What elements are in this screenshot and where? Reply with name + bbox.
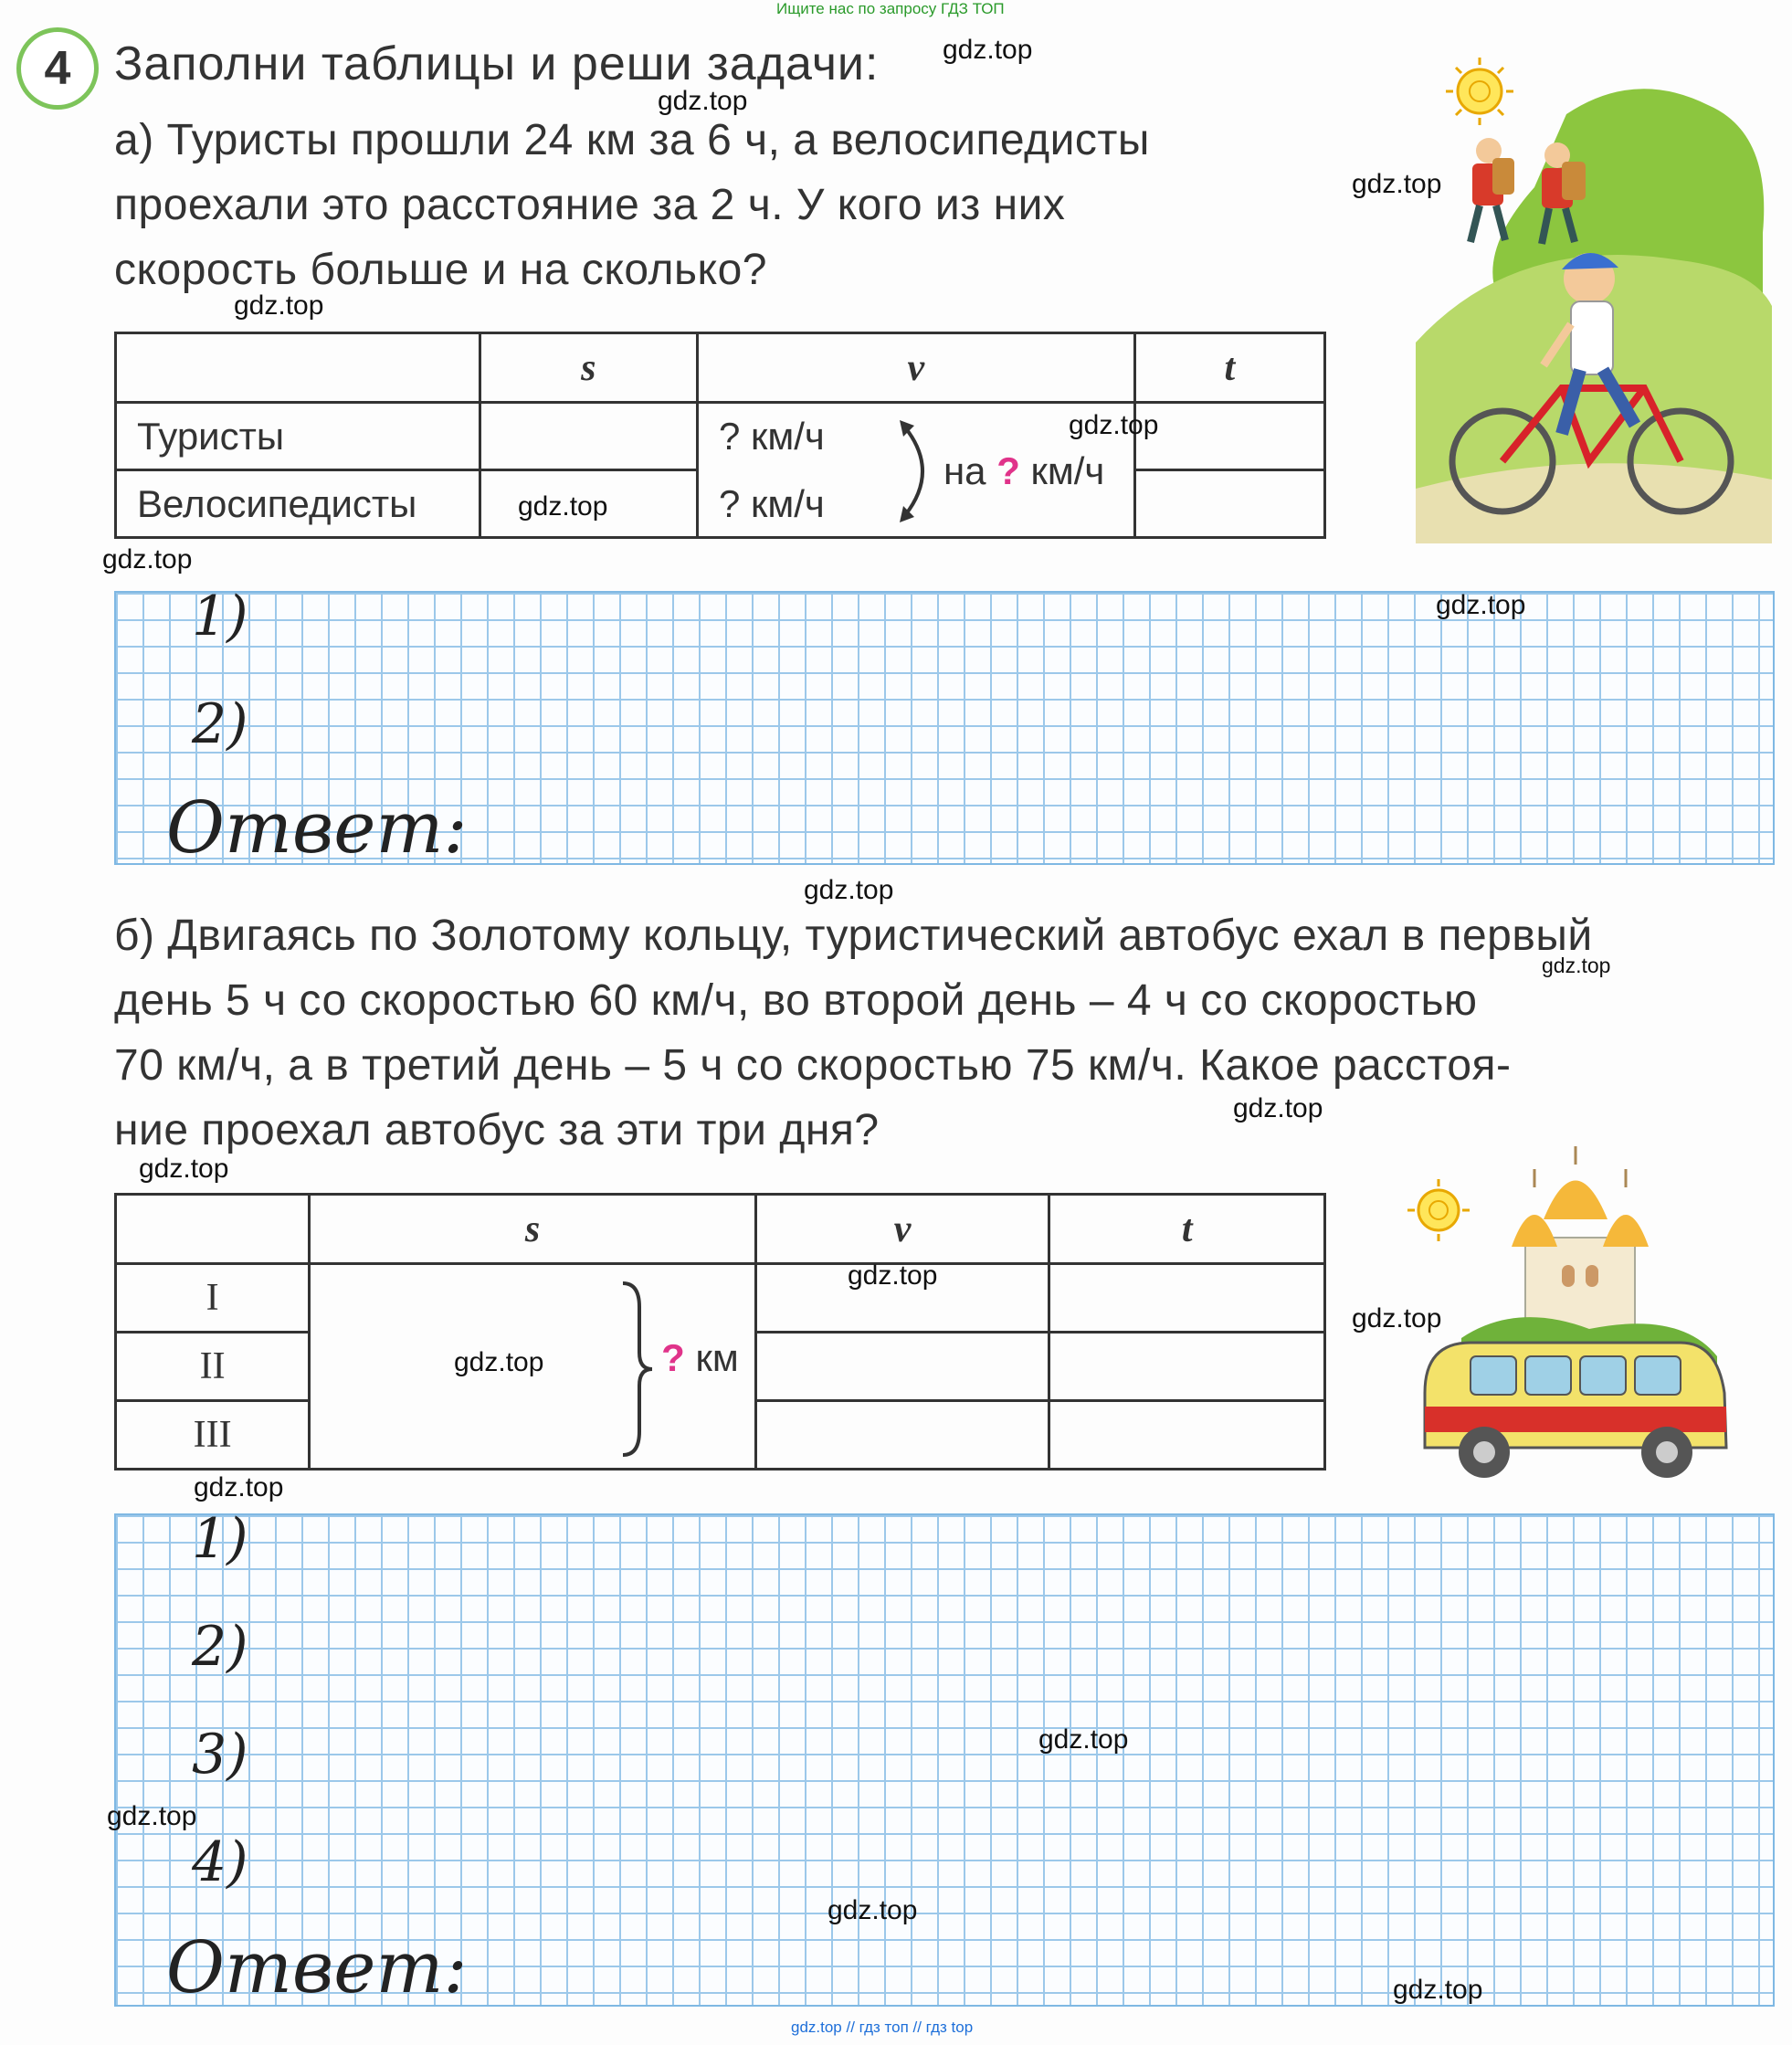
- v-cyclists: ? км/ч: [718, 482, 825, 525]
- part-a-line: скорость больше и на сколько?: [114, 246, 767, 294]
- watermark: gdz.top: [194, 1472, 284, 1502]
- cell-t[interactable]: [1049, 1264, 1325, 1333]
- step-label: 3): [192, 1723, 248, 1787]
- church-bus-illustration: [1407, 1146, 1745, 1484]
- top-note: Ищите нас по запросу ГДЗ ТОП: [776, 0, 1005, 17]
- brace-icon: [619, 1280, 656, 1459]
- watermark: gdz.top: [1038, 1724, 1129, 1755]
- sun-icon: [1407, 1179, 1470, 1241]
- table-b-header-t: t: [1049, 1195, 1325, 1264]
- compare-prefix: на: [943, 449, 986, 492]
- bus-icon: [1425, 1343, 1726, 1478]
- cell-v[interactable]: [755, 1401, 1049, 1470]
- cell-t[interactable]: [1134, 470, 1324, 538]
- table-a-header-v: v: [697, 333, 1134, 403]
- watermark: gdz.top: [943, 35, 1033, 65]
- row-label-tourists: Туристы: [116, 403, 480, 470]
- cell-t[interactable]: [1134, 403, 1324, 470]
- row-label-cyclists: Велосипедисты: [116, 470, 480, 538]
- sun-icon: [1446, 58, 1513, 125]
- row-label-day-3: III: [116, 1401, 310, 1470]
- bottom-note: gdz.top // гдз топ // гдз top: [791, 2019, 974, 2036]
- compare-arrow-icon: [898, 416, 943, 526]
- compare-label: [943, 449, 1104, 493]
- part-b-line: б) Двигаясь по Золотому кольцу, туристический автобус ехал в первый: [114, 912, 1593, 960]
- tourists-cyclist-illustration: [1407, 50, 1790, 562]
- cell-t[interactable]: [1049, 1401, 1325, 1470]
- task-number: 4: [44, 42, 71, 95]
- watermark: gdz.top: [102, 544, 193, 574]
- watermark: gdz.top: [827, 1895, 918, 1925]
- part-a-line: а) Туристы прошли 24 км за 6 ч, а велосипедисты: [114, 116, 1150, 164]
- part-b-line: день 5 ч со скоростью 60 км/ч, во второй день – 4 ч со скоростью: [114, 976, 1478, 1025]
- part-b-line: 70 км/ч, а в третий день – 5 ч со скоростью 75 км/ч. Какое расстоя-: [114, 1041, 1512, 1090]
- table-a-corner: [116, 333, 480, 403]
- answer-label: Ответ:: [166, 787, 468, 870]
- row-label-day-1: I: [116, 1264, 310, 1333]
- total-distance-label: [661, 1336, 739, 1380]
- watermark: gdz.top: [139, 1154, 229, 1184]
- watermark: gdz.top: [1069, 410, 1159, 440]
- table-b-header-s: s: [310, 1195, 756, 1264]
- cell-v[interactable]: [755, 1333, 1049, 1401]
- part-b-line: ние проехал автобус за эти три дня?: [114, 1106, 880, 1154]
- watermark: gdz.top: [804, 875, 894, 905]
- table-b-corner: [116, 1195, 310, 1264]
- watermark: gdz.top: [1233, 1093, 1323, 1123]
- watermark: gdz.top: [107, 1801, 197, 1831]
- step-label: 1): [192, 1507, 248, 1571]
- part-a-text: [114, 108, 1150, 302]
- row-label-day-2: II: [116, 1333, 310, 1401]
- compare-unit: км/ч: [1030, 449, 1105, 492]
- step-label: 2): [192, 692, 248, 756]
- church-icon: [1512, 1146, 1649, 1338]
- v-tourists: ? км/ч: [718, 415, 825, 458]
- cell-t[interactable]: [1049, 1333, 1325, 1401]
- cell-s[interactable]: [480, 403, 697, 470]
- watermark: gdz.top: [518, 491, 608, 522]
- table-a-header-t: t: [1134, 333, 1324, 403]
- task-title: Заполни таблицы и реши задачи:: [114, 37, 880, 90]
- watermark: gdz.top: [1352, 1303, 1442, 1333]
- watermark: gdz.top: [1436, 590, 1526, 620]
- task-number-badge: [16, 27, 99, 110]
- part-b-text: [114, 903, 1593, 1163]
- total-question: ?: [661, 1336, 685, 1379]
- watermark: gdz.top: [234, 290, 324, 321]
- compare-question: ?: [996, 449, 1020, 492]
- step-label: 1): [192, 585, 248, 648]
- part-a-line: проехали это расстояние за 2 ч. У кого из них: [114, 181, 1066, 229]
- step-label: 4): [192, 1830, 248, 1894]
- table-a-header-s: s: [480, 333, 697, 403]
- watermark: gdz.top: [1542, 954, 1611, 977]
- watermark: gdz.top: [1393, 1975, 1483, 2005]
- step-label: 2): [192, 1615, 248, 1679]
- table-b: [114, 1193, 1326, 1471]
- answer-label: Ответ:: [166, 1927, 468, 2009]
- watermark: gdz.top: [454, 1347, 544, 1377]
- watermark: gdz.top: [1352, 169, 1442, 199]
- table-b-header-v: v: [755, 1195, 1049, 1264]
- total-unit: км: [695, 1336, 739, 1379]
- watermark: gdz.top: [658, 86, 748, 116]
- watermark: gdz.top: [848, 1260, 938, 1291]
